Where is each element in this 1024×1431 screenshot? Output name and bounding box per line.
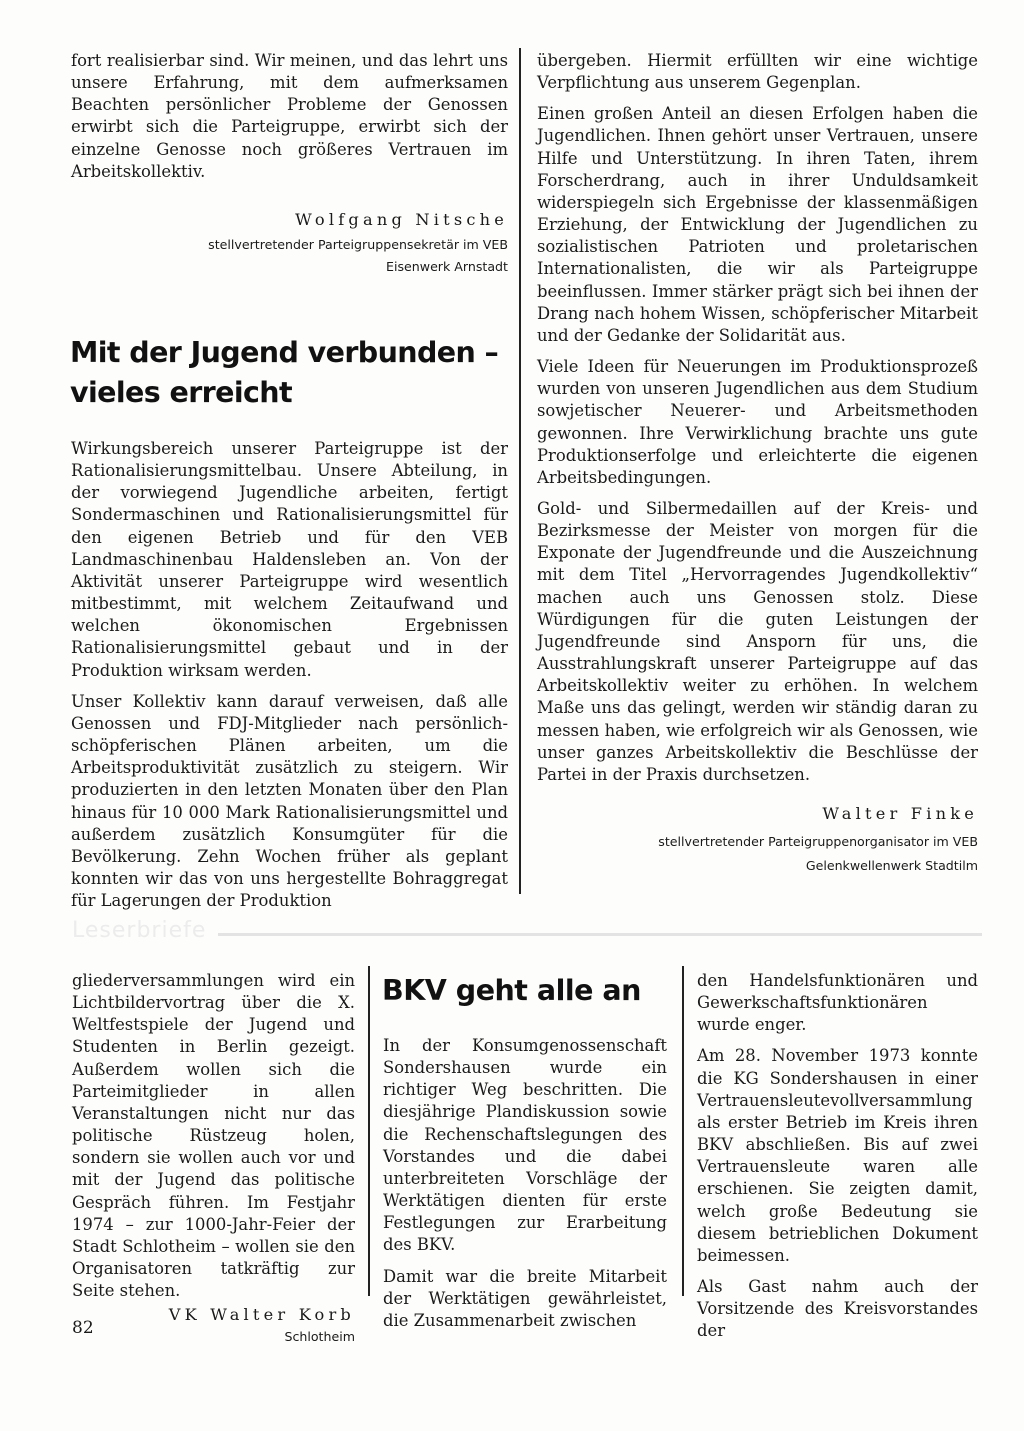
article1-affiliation-line2: Eisenwerk Arnstadt	[386, 259, 508, 275]
letter1-paragraph: gliederversammlungen wird ein Lichtbildervortrag über die X. Weltfestspiele der Jugend und Studenten in Berlin gezeigt. Außerdem wollen sich die Parteimitglieder in allen Veranstaltungen nicht nur das politische Rüstzeug holen, sondern sie wollen auch vor und mit der Jugend das politische Gespräch führen. Im Festjahr 1974 – zur 1000-Jahr-Feier der Stadt Schlotheim – wollen sie den Organisatoren tatkräftig zur Seite stehen.	[72, 971, 355, 1301]
article2-title	[70, 333, 510, 413]
section-rule	[218, 933, 982, 936]
letter1	[72, 970, 355, 1349]
article2-paragraph-5: Viele Ideen für Neuerungen im Produktionsprozeß wurden von unseren Jugendlichen aus dem Studium sowjetischer Neuerer- und Arbeitsmethoden gewonnen. Ihre Verwirklichung brachte uns gute Produktionserfolge und erleichterte die eigenen Arbeitsbedingungen.	[537, 357, 978, 487]
article3-paragraph-4: Am 28. November 1973 konnte die KG Sondershausen in einer Vertrauensleutevollversammlung als erster Betrieb im Kreis ihren BKV abschließen. Bis auf zwei Vertrauensleute waren alle erschienen. Sie zeigten damit, welch große Bedeutung sie diesem betrieblichen Dokument beimessen.	[697, 1046, 978, 1265]
section-watermark: Leserbriefe	[72, 918, 207, 943]
article1-affiliation-line1: stellvertretender Parteigruppensekretär im VEB	[208, 236, 508, 252]
article2-right-column	[537, 50, 978, 875]
article2-paragraph-4: Einen großen Anteil an diesen Erfolgen haben die Jugendlichen. Ihnen gehört unser Vertrauen, unsere Hilfe und Unterstützung. In ihren Taten, ihrem Forscherdrang, auch in ihrer Unduldsamkeit widerspiegeln sich Ergebnisse der klassenmäßigen Erziehung, der Entwicklung der Jugendlichen zu sozialistischen Patrioten und proletarischen Internationalisten, die wir als Parteigruppe beeinflussen. Immer stärker prägt sich bei ihnen der Drang nach hohem Wissen, schöpferischer Mitarbeit und der Gedanke der Solidarität aus.	[537, 104, 978, 345]
article3-title: BKV geht alle an	[382, 974, 641, 1007]
page-number: 82	[72, 1318, 94, 1338]
letter1-author: VK Walter Korb	[168, 1305, 355, 1325]
bottom-divider-right	[682, 966, 684, 1296]
article2-paragraph-6: Gold- und Silbermedaillen auf der Kreis- und Bezirksmesse der Meister von morgen für die Exponate der Jugendfreunde und die Auszeichnung mit dem Titel „Hervorragendes Jugendkollektiv“ machen auch uns Genossen stolz. Diese Würdigungen für die guten Leistungen der Jugendfreunde sind Ansporn für uns, die Ausstrahlungskraft unserer Parteigruppe auf das Arbeitskollektiv weiter zu erhöhen. In welchem Maße uns das gelingt, werden wir ständig daran zu messen haben, wie erfolgreich wir als Genossen, wie unser ganzes Arbeitskollektiv die Beschlüsse der Partei in der Praxis durchsetzen.	[537, 498, 978, 784]
article2-title-line2: vieles erreicht	[70, 376, 293, 409]
article3-paragraph-1: In der Konsumgenossenschaft Sondershausen wurde ein richtiger Weg beschritten. Die diesjährige Plandiskussion sowie die Rechenschaftslegungen des Vorstandes und die dabei unterbreiteten Vorschläge der Werktätigen dienten für erste Festlegungen zur Erarbeitung des BKV.	[383, 1036, 667, 1255]
article2-affiliation-line1: stellvertretender Parteigruppenorganisator im VEB	[658, 834, 978, 849]
article1-end	[71, 50, 508, 279]
article2-author: Walter Finke	[822, 804, 978, 823]
article2-paragraph-2: Unser Kollektiv kann darauf verweisen, daß alle Genossen und FDJ-Mitglieder nach persönlich-schöpferischen Plänen arbeiten, um die Arbeitsproduktivität zusätzlich zu steigern. Wir produzierten in den letzten Monaten über den Plan hinaus für 10 000 Mark Rationalisierungsmittel und außerdem zusätzlich Konsumgüter für die Bevölkerung. Zehn Wochen früher als geplant konnten wir das von uns hergestellte Bohraggregat für Lagerungen der Produktion	[71, 691, 508, 911]
article1-author: Wolfgang Nitsche	[295, 209, 508, 229]
article2-paragraph-3: übergeben. Hiermit erfüllten wir eine wichtige Verpflichtung aus unserem Gegenplan.	[537, 51, 978, 93]
article3-paragraph-2: Damit war die breite Mitarbeit der Werktätigen gewährleistet, die Zusammenarbeit zwischen	[383, 1266, 667, 1330]
article2-title-line1: Mit der Jugend verbunden –	[70, 336, 499, 369]
top-column-divider	[519, 48, 521, 894]
article3-middle-column	[383, 1035, 667, 1332]
article1-paragraph: fort realisierbar sind. Wir meinen, und das lehrt uns unsere Erfahrung, mit dem aufmerksamen Beachten persönlicher Probleme der Genossen erwirbt sich die Parteigruppe, erwirbt sich der einzelne Genosse noch größeres Vertrauen im Arbeitskollektiv.	[71, 51, 508, 181]
article3-right-column	[697, 970, 978, 1343]
letter1-place: Schlotheim	[284, 1329, 355, 1345]
bottom-divider-left	[368, 966, 370, 1296]
article3-paragraph-5: Als Gast nahm auch der Vorsitzende des Kreisvorstandes der	[697, 1277, 978, 1341]
article2-affiliation-line2: Gelenkwellenwerk Stadtilm	[805, 858, 978, 873]
article2-paragraph-1: Wirkungsbereich unserer Parteigruppe ist der Rationalisierungsmittelbau. Unsere Abteilung, in der vorwiegend Jugendliche arbeiten, fertigt Sondermaschinen und Rationalisierungsmittel für den eigenen Betrieb und für den VEB Landmaschinenbau Haldensleben an. Von der Aktivität unserer Parteigruppe wird wesentlich mitbestimmt, mit welchem Zeitaufwand und welchen ökonomischen Ergebnissen Rationalisierungsmittel gebaut und in der Produktion wirksam werden.	[71, 439, 508, 680]
article2-left-column	[71, 438, 508, 912]
article3-paragraph-3: den Handelsfunktionären und Gewerkschaftsfunktionären wurde enger.	[697, 971, 978, 1035]
